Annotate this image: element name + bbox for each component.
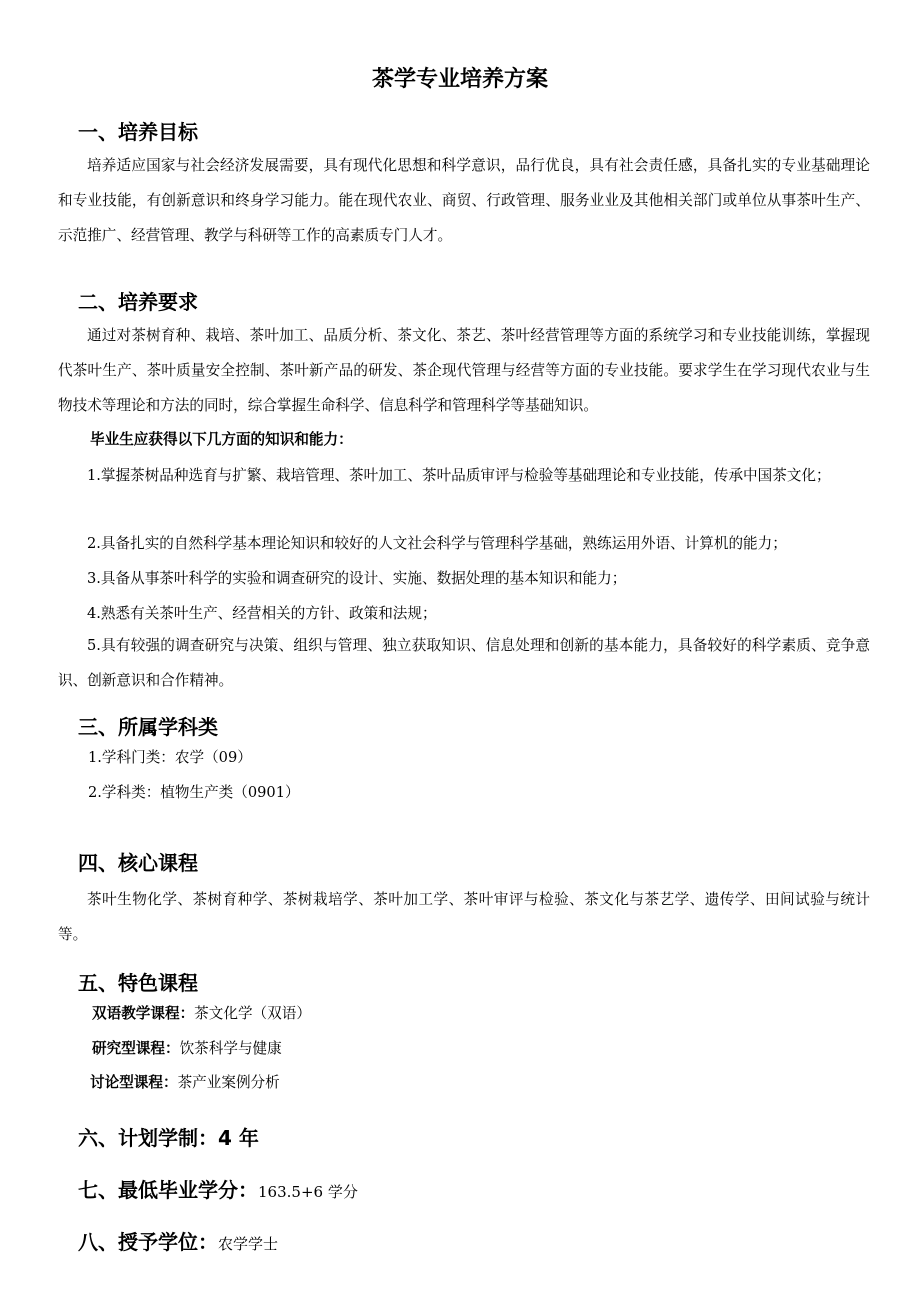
featured-course-label: 讨论型课程： xyxy=(90,1074,178,1091)
section-heading-min-credits xyxy=(78,1176,358,1206)
ability-item-5: 5.具有较强的调查研究与决策、组织与管理、独立获取知识、信息处理和创新的基本能力，具备较好的科学素质、竞争意识、创新意识和合作精神。 xyxy=(58,637,870,689)
section-heading-core-courses: 四、核心课程 xyxy=(78,851,198,875)
featured-course-value: 饮茶科学与健康 xyxy=(179,1040,282,1057)
section-heading-degree xyxy=(78,1228,278,1258)
document-title: 茶学专业培养方案 xyxy=(371,67,548,92)
featured-course-label: 研究型课程： xyxy=(92,1040,180,1057)
degree-value: 农学学士 xyxy=(218,1235,279,1253)
featured-course-discussion xyxy=(90,1071,280,1095)
featured-course-value: 茶文化学（双语） xyxy=(194,1005,311,1022)
core-courses-paragraph: 茶叶生物化学、茶树育种学、茶树栽培学、茶叶加工学、茶叶审评与检验、茶文化与茶艺学、遗传学、田间试验与统计等。 xyxy=(58,891,870,943)
featured-course-label: 双语教学课程： xyxy=(92,1005,195,1022)
section-heading-duration: 六、计划学制：4 年 xyxy=(78,1126,259,1150)
section-heading-featured-courses: 五、特色课程 xyxy=(78,971,198,995)
min-credits-label: 七、最低毕业学分： xyxy=(78,1178,258,1202)
abilities-subheading: 毕业生应获得以下几方面的知识和能力： xyxy=(90,431,353,448)
discipline-item-2: 2.学科类：植物生产类（0901） xyxy=(88,784,300,801)
ability-item-2: 2.具备扎实的自然科学基本理论知识和较好的人文社会科学与管理科学基础，熟练运用外语、计算机的能力； xyxy=(87,535,787,552)
featured-course-value: 茶产业案例分析 xyxy=(177,1074,280,1091)
featured-course-research xyxy=(92,1037,282,1061)
discipline-item-1: 1.学科门类：农学（09） xyxy=(88,749,252,766)
section-heading-training-goals: 一、培养目标 xyxy=(78,120,198,144)
section-heading-discipline: 三、所属学科类 xyxy=(78,715,218,739)
ability-item-4: 4.熟悉有关茶叶生产、经营相关的方针、政策和法规； xyxy=(87,605,437,622)
section-heading-training-requirements: 二、培养要求 xyxy=(78,290,198,314)
training-requirements-paragraph: 通过对茶树育种、栽培、茶叶加工、品质分析、茶文化、茶艺、茶叶经营管理等方面的系统学习和专业技能训练，掌握现代茶叶生产、茶叶质量安全控制、茶叶新产品的研发、茶企现代管理与经营等方面的专业技能。要求学生在学习现代农业与生物技术等理论和方法的同时，综合掌握生命科学、信息科学和管理科学等基础知识。 xyxy=(58,327,870,414)
degree-label: 八、授予学位： xyxy=(78,1230,218,1254)
training-goals-paragraph: 培养适应国家与社会经济发展需要，具有现代化思想和科学意识，品行优良，具有社会责任感，具备扎实的专业基础理论和专业技能，有创新意识和终身学习能力。能在现代农业、商贸、行政管理、服务业业及其他相关部门或单位从事茶叶生产、示范推广、经营管理、教学与科研等工作的高素质专门人才。 xyxy=(58,157,870,244)
featured-course-bilingual xyxy=(92,1002,311,1026)
min-credits-value: 163.5+6 学分 xyxy=(258,1183,358,1201)
ability-item-3: 3.具备从事茶叶科学的实验和调查研究的设计、实施、数据处理的基本知识和能力； xyxy=(87,570,627,587)
ability-item-1: 1.掌握茶树品种选育与扩繁、栽培管理、茶叶加工、茶叶品质审评与检验等基础理论和专业技能，传承中国茶文化； xyxy=(87,467,831,484)
